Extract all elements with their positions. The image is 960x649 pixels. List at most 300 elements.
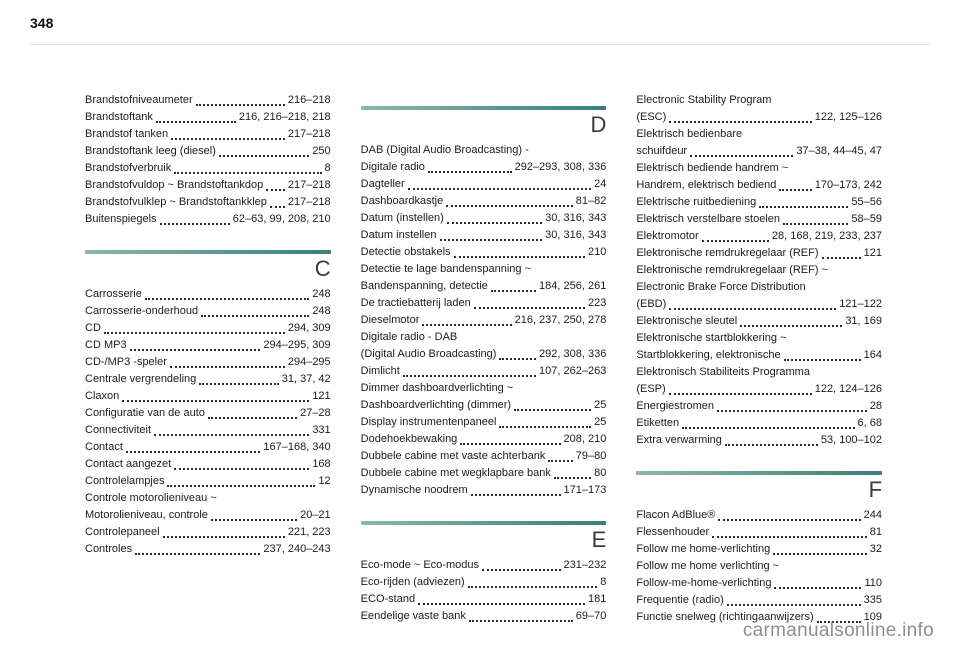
entry-text: Elektrisch bedienbare <box>636 128 743 140</box>
entry-text: Elektrisch bediende handrem ~ <box>636 162 789 174</box>
entry-text: Electronic Brake Force Distribution <box>636 281 806 293</box>
section-header <box>361 521 607 553</box>
page-numbers: 170–173, 242 <box>814 179 883 191</box>
section-divider-line <box>361 521 607 525</box>
entry-text: Follow me home verlichting ~ <box>636 560 780 572</box>
dot-leader <box>428 171 512 173</box>
page-numbers: 221, 223 <box>287 526 331 538</box>
dot-leader <box>712 536 867 538</box>
dot-leader <box>145 298 309 300</box>
index-entry <box>636 558 882 575</box>
dot-leader <box>440 239 543 241</box>
index-entry <box>361 465 607 482</box>
index-entry <box>361 329 607 346</box>
page-numbers: 248 <box>312 288 331 300</box>
index-entry <box>636 313 882 330</box>
page-numbers: 294, 309 <box>287 322 331 334</box>
index-entry <box>636 364 882 381</box>
index-entry <box>85 507 331 524</box>
entry-text: Contact aangezet <box>85 458 172 470</box>
index-entry <box>361 363 607 380</box>
dot-leader <box>460 443 560 445</box>
page-numbers: 53, 100–102 <box>820 434 883 446</box>
dot-leader <box>740 325 842 327</box>
dot-leader <box>154 434 309 436</box>
entry-text: Handrem, elektrisch bediend <box>636 179 777 191</box>
page-numbers: 122, 125–126 <box>814 111 883 123</box>
dot-leader <box>822 257 861 259</box>
index-entry <box>361 176 607 193</box>
index-entry <box>636 296 882 313</box>
entry-text: Elektromotor <box>636 230 699 242</box>
dot-leader <box>130 349 261 351</box>
page-numbers: 292–293, 308, 336 <box>514 161 607 173</box>
index-entry <box>85 177 331 194</box>
entry-text: Elektronische startblokkering ~ <box>636 332 787 344</box>
index-entry <box>636 126 882 143</box>
page-numbers: 107, 262–263 <box>539 365 607 377</box>
dot-leader <box>104 332 285 334</box>
entry-text: Dieselmotor <box>360 314 420 326</box>
entry-text: CD-/MP3 -speler <box>85 356 167 368</box>
index-entry <box>85 286 331 303</box>
page-numbers: 81 <box>869 526 883 538</box>
entry-text: Carrosserie <box>85 288 142 300</box>
page-numbers: 6, 68 <box>857 417 883 429</box>
entry-text: Follow-me-home-verlichting <box>636 577 772 589</box>
entry-text: Eco-mode ~ Eco-modus <box>360 559 479 571</box>
dot-leader <box>418 603 585 605</box>
page-numbers: 250 <box>312 145 331 157</box>
page-numbers: 31, 169 <box>845 315 883 327</box>
dot-leader <box>208 417 297 419</box>
entry-text: Extra verwarming <box>636 434 722 446</box>
entry-text: Detectie obstakels <box>360 246 451 258</box>
entry-text: Frequentie (radio) <box>636 594 724 606</box>
page-numbers: 244 <box>863 509 883 521</box>
entry-text: Brandstofvulklep ~ Brandstoftankklep <box>85 196 267 208</box>
page-numbers: 164 <box>863 349 883 361</box>
section-divider-line <box>85 250 331 254</box>
index-entry <box>361 244 607 261</box>
index-entry <box>636 109 882 126</box>
index-entry <box>85 354 331 371</box>
dot-leader <box>499 358 536 360</box>
index-entry <box>361 159 607 176</box>
index-entry <box>636 143 882 160</box>
page-numbers: 210 <box>587 246 607 258</box>
index-entry <box>361 574 607 591</box>
entry-text: Startblokkering, elektronische <box>636 349 781 361</box>
index-entry <box>85 92 331 109</box>
page-numbers: 216, 237, 250, 278 <box>514 314 607 326</box>
entry-text: Dubbele cabine met wegklapbare bank <box>360 467 551 479</box>
index-entry <box>361 278 607 295</box>
entry-text: Flessenhouder <box>636 526 710 538</box>
dot-leader <box>167 485 315 487</box>
page-numbers: 294–295 <box>287 356 331 368</box>
dot-leader <box>135 553 260 555</box>
entry-text: Datum instellen <box>360 229 437 241</box>
dot-leader <box>174 468 309 470</box>
page-numbers: 109 <box>863 611 883 623</box>
entry-text: Controlepaneel <box>85 526 160 538</box>
page-numbers: 28 <box>869 400 883 412</box>
page-numbers: 30, 316, 343 <box>545 229 607 241</box>
section-letter: F <box>868 477 883 502</box>
dot-leader <box>163 536 285 538</box>
dot-leader <box>270 206 285 208</box>
page-numbers: 217–218 <box>287 128 331 140</box>
page-numbers: 31, 37, 42 <box>281 373 331 385</box>
dot-leader <box>702 240 769 242</box>
page-numbers: 24 <box>594 178 607 190</box>
index-entry <box>636 211 882 228</box>
index-entry <box>361 227 607 244</box>
page-numbers: 237, 240–243 <box>263 543 331 555</box>
dot-leader <box>454 256 585 258</box>
index-entry <box>636 262 882 279</box>
index-block <box>85 92 331 228</box>
section-divider-line <box>361 106 607 110</box>
index-entry <box>85 541 331 558</box>
index-entry <box>636 245 882 262</box>
dot-leader <box>499 426 591 428</box>
entry-text: Functie snelweg (richtingaanwijzers) <box>636 611 814 623</box>
index-columns <box>85 92 882 626</box>
page-numbers: 181 <box>587 593 607 605</box>
entry-text: Digitale radio - DAB <box>360 331 458 343</box>
entry-text: (Digital Audio Broadcasting) <box>360 348 497 360</box>
page-numbers: 81–82 <box>575 195 607 207</box>
dot-leader <box>669 121 811 123</box>
index-entry <box>636 330 882 347</box>
page-numbers: 184, 256, 261 <box>539 280 607 292</box>
index-entry <box>85 160 331 177</box>
dot-leader <box>669 308 836 310</box>
index-entry <box>85 388 331 405</box>
index-column <box>636 92 882 626</box>
index-entry <box>85 456 331 473</box>
index-entry <box>361 448 607 465</box>
dot-leader <box>471 494 561 496</box>
index-entry <box>85 211 331 228</box>
entry-text: Elektronisch Stabiliteits Programma <box>636 366 810 378</box>
page-numbers: 168 <box>312 458 331 470</box>
entry-text: Carrosserie-onderhoud <box>85 305 199 317</box>
entry-text: Bandenspanning, detectie <box>360 280 488 292</box>
page-numbers: 121–122 <box>839 298 883 310</box>
dot-leader <box>718 519 860 521</box>
entry-text: Controles <box>85 543 133 555</box>
index-entry <box>361 142 607 159</box>
index-entry <box>85 194 331 211</box>
entry-text: DAB (Digital Audio Broadcasting) - <box>360 144 529 156</box>
page-numbers: 8 <box>324 162 331 174</box>
page-numbers: 248 <box>312 305 331 317</box>
page-numbers: 20–21 <box>300 509 331 521</box>
index-entry <box>636 279 882 296</box>
entry-text: Elektronische remdrukregelaar (REF) ~ <box>636 264 828 276</box>
page-numbers: 110 <box>864 577 883 589</box>
dot-leader <box>717 410 867 412</box>
index-entry <box>636 194 882 211</box>
page-numbers: 216, 216–218, 218 <box>238 111 331 123</box>
page-numbers: 167–168, 340 <box>263 441 331 453</box>
page-numbers: 231–232 <box>563 559 607 571</box>
entry-text: Configuratie van de auto <box>85 407 205 419</box>
entry-text: Dubbele cabine met vaste achterbank <box>360 450 546 462</box>
index-block <box>85 250 331 558</box>
index-block <box>361 521 607 625</box>
entry-text: Dimmer dashboardverlichting ~ <box>360 382 514 394</box>
dot-leader <box>408 188 591 190</box>
entry-text: Claxon <box>85 390 120 402</box>
entry-text: Controle motorolieniveau ~ <box>85 492 217 504</box>
index-entry <box>85 473 331 490</box>
index-entry <box>361 210 607 227</box>
dot-leader <box>773 553 867 555</box>
index-entry <box>636 432 882 449</box>
index-entry <box>361 295 607 312</box>
page-numbers: 171–173 <box>563 484 607 496</box>
watermark: carmanualsonline.info <box>742 620 934 641</box>
page-numbers: 121 <box>312 390 331 402</box>
entry-text: Centrale vergrendeling <box>85 373 197 385</box>
page-numbers: 28, 168, 219, 233, 237 <box>771 230 883 242</box>
entry-text: Connectiviteit <box>85 424 152 436</box>
entry-text: ECO-stand <box>360 593 416 605</box>
index-entry <box>636 507 882 524</box>
dot-leader <box>725 444 818 446</box>
page-numbers: 32 <box>869 543 883 555</box>
dot-leader <box>211 519 297 521</box>
dot-leader <box>482 569 561 571</box>
index-entry <box>361 397 607 414</box>
index-entry <box>636 381 882 398</box>
entry-text: Dashboardkastje <box>360 195 444 207</box>
section-header <box>636 471 882 503</box>
page-numbers: 294–295, 309 <box>263 339 331 351</box>
index-entry <box>636 541 882 558</box>
entry-text: (ESC) <box>636 111 667 123</box>
dot-leader <box>422 324 511 326</box>
entry-text: CD <box>85 322 101 334</box>
entry-text: Datum (instellen) <box>360 212 444 224</box>
index-entry <box>85 439 331 456</box>
page-number: 348 <box>30 15 54 31</box>
entry-text: Contact <box>85 441 123 453</box>
page-numbers: 69–70 <box>575 610 607 622</box>
dot-leader <box>474 307 585 309</box>
entry-text: Display instrumentenpaneel <box>360 416 497 428</box>
entry-text: Digitale radio <box>360 161 425 173</box>
entry-text: Detectie te lage bandenspanning ~ <box>360 263 531 275</box>
dot-leader <box>170 366 285 368</box>
dot-leader <box>219 155 309 157</box>
index-entry <box>636 524 882 541</box>
entry-text: Eendelige vaste bank <box>360 610 466 622</box>
page-numbers: 8 <box>600 576 607 588</box>
dot-leader <box>491 290 536 292</box>
index-entry <box>85 109 331 126</box>
dot-leader <box>783 223 848 225</box>
dot-leader <box>171 138 285 140</box>
entry-text: Brandstoftank leeg (diesel) <box>85 145 216 157</box>
dot-leader <box>774 587 861 589</box>
index-entry <box>85 126 331 143</box>
page-numbers: 27–28 <box>300 407 331 419</box>
index-entry <box>85 337 331 354</box>
dot-leader <box>201 315 309 317</box>
dot-leader <box>682 427 854 429</box>
index-entry <box>636 398 882 415</box>
dot-leader <box>514 409 591 411</box>
index-entry <box>361 557 607 574</box>
dot-leader <box>174 172 321 174</box>
page-numbers: 12 <box>318 475 331 487</box>
index-entry <box>361 414 607 431</box>
section-header <box>85 250 331 282</box>
index-entry <box>636 592 882 609</box>
entry-text: Elektronische remdrukregelaar (REF) <box>636 247 819 259</box>
page-numbers: 25 <box>594 399 607 411</box>
page-numbers: 121 <box>863 247 883 259</box>
entry-text: CD MP3 <box>85 339 127 351</box>
dot-leader <box>196 104 285 106</box>
entry-text: Elektronische sleutel <box>636 315 738 327</box>
index-entry <box>361 608 607 625</box>
index-entry <box>85 320 331 337</box>
dot-leader <box>122 400 309 402</box>
index-entry <box>85 490 331 507</box>
dot-leader <box>468 586 598 588</box>
index-entry <box>85 371 331 388</box>
entry-text: Dynamische noodrem <box>360 484 468 496</box>
entry-text: Brandstofniveaumeter <box>85 94 193 106</box>
index-entry <box>85 303 331 320</box>
index-block <box>636 471 882 626</box>
entry-text: Brandstofverbruik <box>85 162 172 174</box>
page-numbers: 216–218 <box>287 94 331 106</box>
entry-text: Brandstoftank <box>85 111 153 123</box>
dot-leader <box>199 383 278 385</box>
index-entry <box>636 92 882 109</box>
index-entry <box>361 482 607 499</box>
entry-text: Brandstof tanken <box>85 128 169 140</box>
index-entry <box>361 261 607 278</box>
entry-text: Motorolieniveau, controle <box>85 509 208 521</box>
index-entry <box>636 415 882 432</box>
page-numbers: 335 <box>863 594 883 606</box>
entry-text: Controlelampjes <box>85 475 165 487</box>
entry-text: Eco-rijden (adviezen) <box>360 576 465 588</box>
entry-text: Energiestromen <box>636 400 714 412</box>
dot-leader <box>126 451 260 453</box>
dot-leader <box>447 222 542 224</box>
index-entry <box>361 193 607 210</box>
section-header <box>361 106 607 138</box>
entry-text: Etiketten <box>636 417 680 429</box>
entry-text: Dodehoekbewaking <box>360 433 458 445</box>
index-entry <box>85 422 331 439</box>
dot-leader <box>779 189 811 191</box>
index-block <box>361 106 607 499</box>
entry-text: schuifdeur <box>636 145 688 157</box>
entry-text: Follow me home-verlichting <box>636 543 771 555</box>
page-numbers: 122, 124–126 <box>814 383 883 395</box>
index-entry <box>636 228 882 245</box>
dot-leader <box>160 223 230 225</box>
page-numbers: 62–63, 99, 208, 210 <box>232 213 331 225</box>
dot-leader <box>469 620 573 622</box>
dot-leader <box>727 604 861 606</box>
index-entry <box>85 143 331 160</box>
dot-leader <box>156 121 236 123</box>
dot-leader <box>446 205 573 207</box>
section-letter: C <box>314 256 331 281</box>
entry-text: Brandstofvuldop ~ Brandstoftankdop <box>85 179 264 191</box>
entry-text: Dashboardverlichting (dimmer) <box>360 399 512 411</box>
entry-text: Buitenspiegels <box>85 213 157 225</box>
page-numbers: 58–59 <box>851 213 883 225</box>
index-entry <box>636 347 882 364</box>
page-numbers: 331 <box>312 424 331 436</box>
page-numbers: 217–218 <box>287 196 331 208</box>
section-divider-line <box>636 471 882 475</box>
entry-text: Dimlicht <box>360 365 400 377</box>
page-numbers: 30, 316, 343 <box>545 212 607 224</box>
entry-text: Elektrische ruitbediening <box>636 196 757 208</box>
index-entry <box>361 312 607 329</box>
index-block <box>636 92 882 449</box>
entry-text: Elektrisch verstelbare stoelen <box>636 213 781 225</box>
entry-text: (EBD) <box>636 298 667 310</box>
index-column <box>85 92 331 626</box>
dot-leader <box>548 460 572 462</box>
entry-text: Electronic Stability Program <box>636 94 772 106</box>
page-numbers: 37–38, 44–45, 47 <box>796 145 883 157</box>
dot-leader <box>690 155 793 157</box>
page-numbers: 55–56 <box>851 196 883 208</box>
page-numbers: 25 <box>594 416 607 428</box>
index-entry <box>85 524 331 541</box>
index-entry <box>361 591 607 608</box>
dot-leader <box>403 375 536 377</box>
index-entry <box>636 160 882 177</box>
index-column <box>361 92 607 626</box>
entry-text: Dagteller <box>360 178 405 190</box>
page-numbers: 217–218 <box>287 179 331 191</box>
entry-text: De tractiebatterij laden <box>360 297 471 309</box>
dot-leader <box>784 359 861 361</box>
section-letter: E <box>591 527 607 552</box>
header-rule <box>30 44 930 45</box>
dot-leader <box>759 206 848 208</box>
section-letter: D <box>590 112 607 137</box>
index-entry <box>636 177 882 194</box>
entry-text: Flacon AdBlue® <box>636 509 716 521</box>
page-numbers: 292, 308, 336 <box>539 348 607 360</box>
page-numbers: 223 <box>587 297 607 309</box>
index-entry <box>636 575 882 592</box>
dot-leader <box>554 477 591 479</box>
index-entry <box>361 431 607 448</box>
dot-leader <box>669 393 812 395</box>
page-numbers: 80 <box>594 467 607 479</box>
index-entry <box>85 405 331 422</box>
page-numbers: 79–80 <box>575 450 607 462</box>
